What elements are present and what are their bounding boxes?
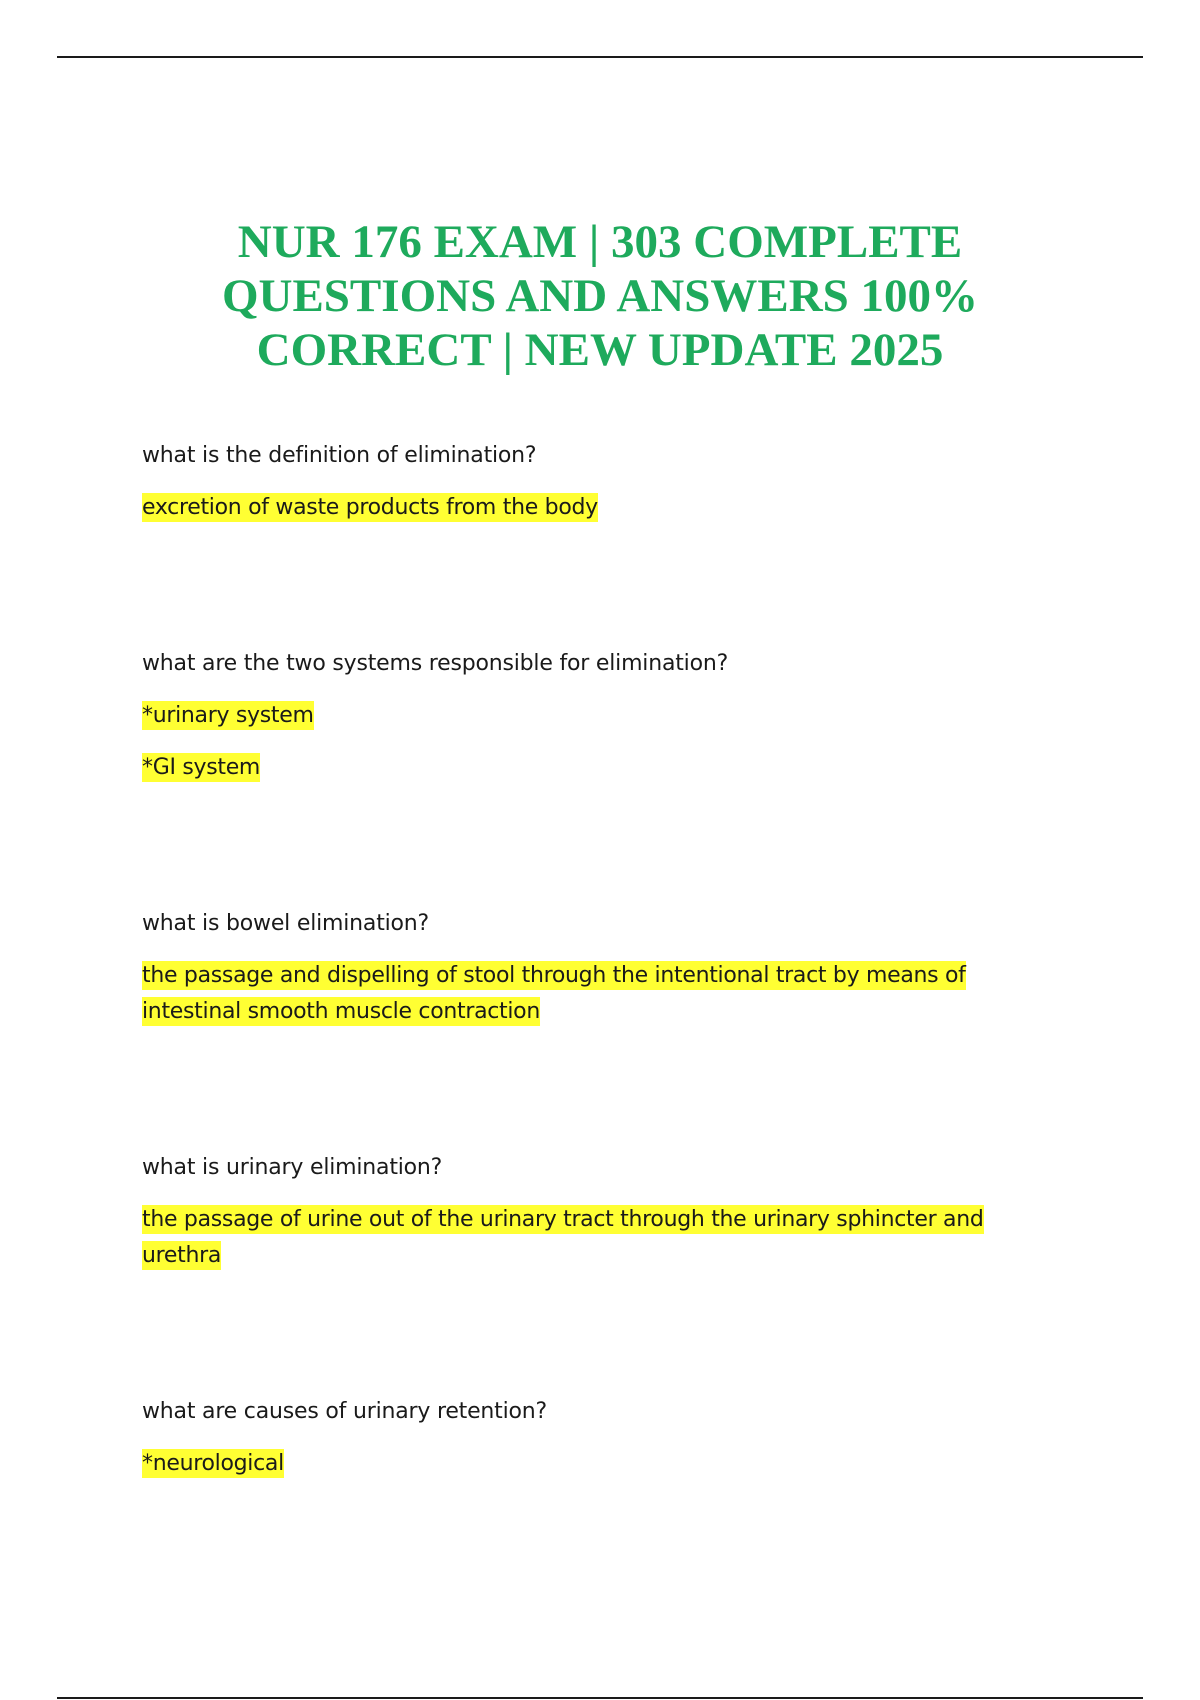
- qa-item: [142, 1150, 1042, 1290]
- question-text: what are the two systems responsible for elimination?: [142, 651, 729, 676]
- qa-item: [142, 1394, 547, 1498]
- title-line-1: NUR 176 EXAM | 303 COMPLETE: [237, 216, 963, 268]
- answer-highlight: excretion of waste products from the body: [142, 495, 598, 520]
- answer-highlight: *neurological: [142, 1451, 284, 1476]
- answer-text: [142, 490, 598, 526]
- answer-highlight: the passage of urine out of the urinary tract through the urinary sphincter and urethra: [142, 1207, 984, 1268]
- answer-highlight: *urinary system: [142, 703, 314, 728]
- question-text: what is urinary elimination?: [142, 1155, 443, 1180]
- title-line-2: QUESTIONS AND ANSWERS 100%: [221, 270, 979, 322]
- bottom-rule: [57, 1697, 1143, 1699]
- title-line-3: CORRECT | NEW UPDATE 2025: [256, 324, 944, 376]
- answer-text: [142, 698, 728, 734]
- qa-item: [142, 438, 598, 542]
- qa-item: [142, 906, 1042, 1046]
- answer-text: [142, 958, 1042, 1030]
- qa-item: [142, 646, 728, 802]
- answer-highlight: the passage and dispelling of stool through the intentional tract by means of intestinal smooth muscle contraction: [142, 963, 966, 1024]
- top-rule: [57, 56, 1143, 58]
- question-text: what are causes of urinary retention?: [142, 1399, 547, 1424]
- answer-text: [142, 1446, 547, 1482]
- answer-text: [142, 750, 728, 786]
- answer-text: [142, 1202, 1042, 1274]
- question-text: what is the definition of elimination?: [142, 443, 537, 468]
- answer-highlight: *GI system: [142, 755, 261, 780]
- document-title: [0, 215, 1200, 377]
- question-text: what is bowel elimination?: [142, 911, 430, 936]
